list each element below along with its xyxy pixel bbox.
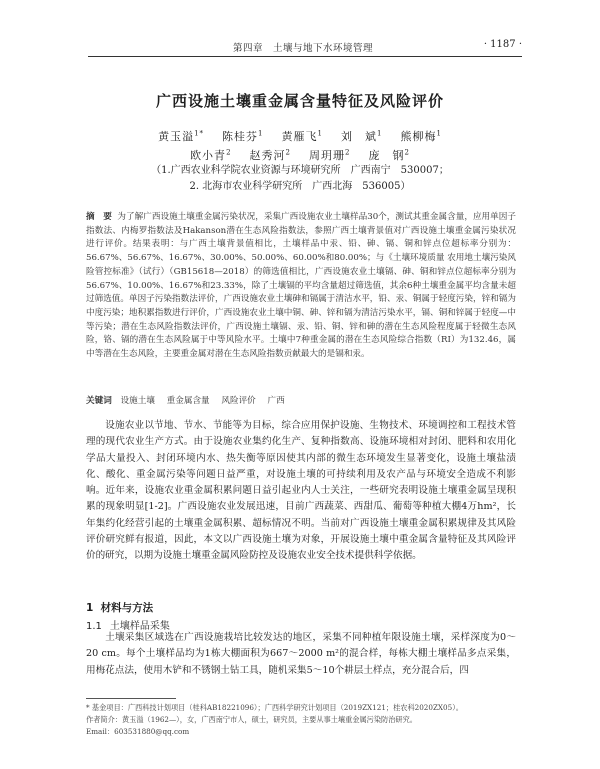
- author: [282, 130, 323, 143]
- author-affiliation-marker: 1: [317, 129, 323, 137]
- author: [250, 149, 291, 162]
- introduction-paragraph: 设施农业以节地、节水、节能等为目标，综合应用保护设施、生物技术、环境调控和工程技术管理的现代农业生产方式。由于设施农业集约化生产、复种指数高、设施环境相对封闭、肥料和农用化学品大量投入、封闭环境内水、热失衡等原因使其内部的微生态环境发生显著变化，设施土壤盐渍化、酸化、重金属污染等问题日益严重，对设施土壤的可持续利用及农产品与环境安全造成不利影响。近年来，设施农业重金属积累问题日益引起业内人士关注，一些研究表明设施土壤重金属呈现积累的现象明显[1-2]。广西设施农业发展迅速，目前广西蔬菜、西甜瓜、葡萄等种植大棚4万hm²，长年集约化经营引起的土壤重金属积累、超标情况不明。当前对广西设施土壤重金属积累规律及其风险评价研究鲜有报道，因此，本文以广西设施土壤为对象，开展设施土壤中重金属含量特征及其风险评价的研究，以期为设施土壤重金属风险防控及设施农业安全技术提供科学依据。: [86, 420, 516, 562]
- footnote-rule: [86, 698, 176, 699]
- author-affiliation-marker: 1: [258, 129, 264, 137]
- keyword: 重金属含量: [166, 396, 210, 406]
- author-name: 刘 斌: [340, 129, 377, 143]
- author-name: 黄雁飞: [281, 129, 318, 143]
- author: [309, 149, 350, 162]
- affiliation-2: 2. 北海市农业科学研究所 广西北海 536005）: [189, 181, 411, 192]
- author-name: 赵秀河: [249, 148, 286, 162]
- page-number: · 1187 ·: [483, 39, 522, 50]
- abstract: [86, 211, 516, 362]
- author: [400, 130, 441, 143]
- author-affiliation-marker: 2: [226, 148, 232, 156]
- author-affiliation-marker: 1*: [194, 129, 205, 137]
- chapter-title: 第四章 土壤与地下水环境管理: [233, 43, 374, 54]
- affiliation-1: （1.广西农业科学院农业资源与环境研究所 广西南宁 530007；: [151, 165, 449, 176]
- author-list-line-2: [0, 143, 600, 165]
- footnote-author-bio: 作者简介：黄玉溢（1962—），女，广西南宁市人，硕士，研究员，主要从事土壤重金属污染防治研究。: [86, 715, 417, 724]
- section-title: 材料与方法: [100, 602, 154, 614]
- author-name: 陈桂芬: [222, 129, 259, 143]
- keyword: 风险评价: [221, 396, 256, 406]
- author-name: 熊柳梅: [400, 129, 437, 143]
- methods-paragraph: 土壤采集区域选在广西设施栽培比较发达的地区，采集不同种植年限设施土壤，采样深度为0～20 cm。每个土壤样品均为1栋大棚面积为667～2000 m²的混合样，每栋大棚土壤样品多点采集，用梅花点法，使用木铲和不锈钢土钻工具，随机采集5～10个耕层土样点，充分混合后，四: [86, 632, 516, 676]
- footnote-email: Email：603531880@qq.com: [86, 727, 190, 736]
- keyword: 设施土壤: [120, 396, 155, 406]
- author: [341, 130, 382, 143]
- author-affiliation-marker: 2: [404, 148, 410, 156]
- author: [158, 130, 204, 143]
- author-affiliation-marker: 2: [285, 148, 291, 156]
- keyword: 广西: [267, 396, 285, 406]
- keywords: [86, 395, 516, 408]
- author: [190, 149, 231, 162]
- subsection-number: 1.1: [86, 621, 102, 632]
- section-heading: [86, 600, 153, 615]
- keywords-label: 关键词: [86, 396, 112, 406]
- abstract-label: 摘 要: [86, 212, 112, 222]
- author-affiliation-marker: 2: [345, 148, 351, 156]
- author-name: 周玥珊: [309, 148, 345, 162]
- author-name: 欧小青: [190, 148, 227, 162]
- author-name: 庞 钢: [368, 148, 405, 162]
- author-affiliation-marker: 1: [436, 129, 442, 137]
- author-affiliation-marker: 1: [376, 129, 383, 137]
- author: [368, 149, 409, 162]
- paper-title: 广西设施土壤重金属含量特征及风险评价: [155, 92, 444, 110]
- author-name: 黄玉溢: [158, 129, 195, 143]
- footnote-funding: * 基金项目：广西科技计划项目（桂科AB18221096）；广西科学研究计划项目（2019ZX121；桂农科2020ZX05）。: [86, 703, 463, 712]
- section-number: 1: [86, 602, 94, 614]
- abstract-text: 为了解广西设施土壤重金属污染状况，采集广西设施农业土壤样品30个，测试其重金属含量，应用单因子指数法、内梅罗指数法及Hakanson潜在生态风险指数法，参照广西土壤背景值对广西设施土壤重金属污染状况进行评价。结果表明：与广西土壤背景值相比，土壤样品中汞、铅、砷、镉、铜和锌点位超标率分别为：56.67%、56.67%、16.67%、30.00%、50.00%、60.00%和80.00%；与《土壤环境质量 农用地土壤污染风险管控标准》（试行）（GB15618—2018）的筛选值相比，广西设施农业土壤镉、砷、铜和锌点位超标率分别为56.67%、10.00%、16.67%和23.33%，除了土壤镉的平均含量超过筛选值，其余6种土壤重金属平均含量未超过筛选值。单因子污染指数法评价，广西设施农业土壤砷和镉属于清洁水平，铅、汞、铜属于轻度污染，锌和镉为中度污染；地积累指数进行评价，广西设施农业土壤中铜、砷、锌和镉为清洁污染水平，镉、铜和锌属于轻度—中等污染；潜在生态风险指数法评价，广西设施土壤镉、汞、铅、铜、锌和砷的潜在生态风险程度属于轻微生态风险，铬、镉的潜在生态风险属于中等风险水平。土壤中7种重金属的潜在生态风险综合指数（RI）为132.46，属中等潜在生态风险，主要重金属对潜在生态风险指数贡献最大的是镉和汞。: [86, 212, 517, 360]
- author: [222, 130, 263, 143]
- subsection-title: 土壤样品采集: [109, 621, 170, 632]
- running-header: [88, 32, 522, 57]
